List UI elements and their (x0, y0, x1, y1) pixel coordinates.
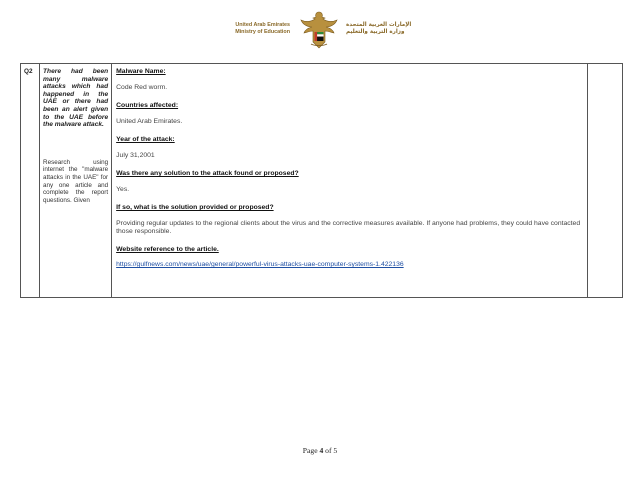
question-number-cell (21, 64, 40, 298)
header-country-ar: الإمارات العربية المتحدة (346, 22, 412, 28)
answer-heading: Was there any solution to the attack found or proposed? (116, 170, 299, 177)
page-total: 5 (333, 446, 338, 455)
answer-heading: Countries affected: (116, 102, 179, 109)
header-english-text (212, 22, 290, 36)
page-label: Page (302, 446, 318, 455)
reference-block (116, 246, 583, 269)
empty-cell (587, 64, 622, 298)
answer-value: Yes. (116, 186, 130, 193)
header-ministry-ar: وزارة التربية والتعليم (346, 29, 405, 35)
page-footer (0, 446, 640, 455)
answer-heading: If so, what is the solution provided or proposed? (116, 204, 274, 211)
answer-value: United Arab Emirates. (116, 118, 183, 125)
reference-heading: Website reference to the article. (116, 246, 219, 253)
answer-block-solution-details (116, 204, 583, 236)
question-cell (40, 64, 112, 298)
report-table (20, 63, 623, 298)
answer-block-countries (116, 102, 583, 126)
question-prompt: There had been many malware attacks which had happened in the UAE or there had been an alert given to the UAE before the malware attack. (43, 68, 109, 129)
uae-falcon-emblem-icon (297, 8, 341, 52)
answer-value: July 31,2001 (116, 152, 155, 159)
answer-value: Providing regular updates to the regional clients about the virus and the corrective measures available. If anyone had problems, they could have contacted those responsible. (116, 220, 581, 235)
answer-cell (112, 64, 588, 298)
document-header (0, 8, 640, 52)
question-number: Q2 (24, 68, 33, 75)
header-arabic-text (346, 22, 426, 36)
answer-value: Code Red worm. (116, 84, 168, 91)
header-ministry-en: Ministry of Education (235, 29, 290, 35)
answer-block-malware-name (116, 68, 583, 92)
answer-heading: Malware Name: (116, 68, 166, 75)
answer-heading: Year of the attack: (116, 136, 175, 143)
page-current: 4 (319, 446, 324, 455)
header-country-en: United Arab Emirates (235, 22, 290, 28)
reference-link[interactable]: https://gulfnews.com/news/uae/general/powerful-virus-attacks-uae-computer-systems-1.422136 (116, 261, 404, 268)
question-instructions: Research using internet the "malware attacks in the UAE" for any one article and complete the report questions. Given (43, 158, 109, 204)
answer-block-solution-found (116, 170, 583, 194)
page-of: of (325, 446, 332, 455)
answer-block-year (116, 136, 583, 160)
table-row (21, 64, 623, 298)
